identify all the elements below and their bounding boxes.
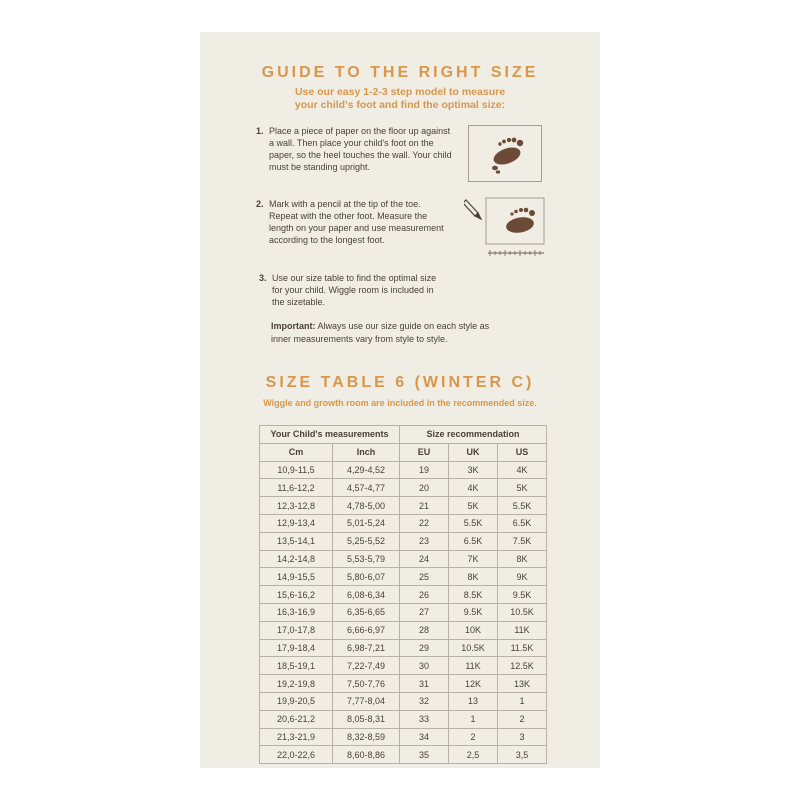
column-header-inch: Inch [333, 443, 400, 461]
cell-inch: 8,32-8,59 [333, 728, 400, 746]
cell-eu: 33 [400, 710, 449, 728]
table-row [260, 728, 547, 746]
cell-cm: 18,5-19,1 [260, 657, 333, 675]
table-row [260, 550, 547, 568]
cell-us: 10.5K [498, 603, 547, 621]
cell-us: 3,5 [498, 746, 547, 764]
cell-inch: 4,78-5,00 [333, 497, 400, 515]
cell-uk: 6.5K [449, 532, 498, 550]
table-row [260, 479, 547, 497]
cell-inch: 7,50-7,76 [333, 675, 400, 693]
cell-eu: 35 [400, 746, 449, 764]
step-1-line: a wall. Then place your child's foot on the [269, 138, 434, 148]
cell-uk: 8K [449, 568, 498, 586]
cell-eu: 32 [400, 692, 449, 710]
table-row [260, 532, 547, 550]
cell-eu: 21 [400, 497, 449, 515]
cell-us: 2 [498, 710, 547, 728]
cell-inch: 7,77-8,04 [333, 692, 400, 710]
guide-title: GUIDE TO THE RIGHT SIZE [261, 64, 539, 81]
step-1-line: paper, so the heel touches the wall. Your child [269, 150, 452, 160]
step-3-line: Use our size table to find the optimal size [272, 273, 437, 283]
column-header-uk: UK [449, 443, 498, 461]
table-row [260, 586, 547, 604]
cell-cm: 13,5-14,1 [260, 532, 333, 550]
cell-inch: 8,60-8,86 [333, 746, 400, 764]
cell-us: 11.5K [498, 639, 547, 657]
cell-cm: 12,3-12,8 [260, 497, 333, 515]
step-3-number: 3. [259, 273, 267, 283]
step-2-line: Mark with a pencil at the tip of the toe. [269, 199, 421, 209]
cell-cm: 22,0-22,6 [260, 746, 333, 764]
cell-inch: 7,22-7,49 [333, 657, 400, 675]
cell-uk: 2 [449, 728, 498, 746]
cell-eu: 19 [400, 461, 449, 479]
cell-us: 9K [498, 568, 547, 586]
cell-eu: 23 [400, 532, 449, 550]
cell-cm: 12,9-13,4 [260, 514, 333, 532]
cell-uk: 4K [449, 479, 498, 497]
cell-us: 8K [498, 550, 547, 568]
size-table [259, 425, 547, 764]
column-header-cm: Cm [260, 443, 333, 461]
table-column-header-row [260, 443, 547, 461]
cell-cm: 14,2-14,8 [260, 550, 333, 568]
cell-us: 5K [498, 479, 547, 497]
cell-uk: 10.5K [449, 639, 498, 657]
cell-uk: 10K [449, 621, 498, 639]
cell-eu: 22 [400, 514, 449, 532]
cell-uk: 2,5 [449, 746, 498, 764]
cell-cm: 17,0-17,8 [260, 621, 333, 639]
table-row [260, 746, 547, 764]
step-2-number: 2. [256, 199, 264, 209]
important-label: Important: [271, 321, 316, 331]
cell-us: 4K [498, 461, 547, 479]
cell-inch: 4,57-4,77 [333, 479, 400, 497]
cell-inch: 6,35-6,65 [333, 603, 400, 621]
guide-subtitle-line2: your child's foot and find the optimal size: [294, 99, 506, 111]
important-note [271, 320, 501, 345]
cell-eu: 27 [400, 603, 449, 621]
cell-cm: 11,6-12,2 [260, 479, 333, 497]
cell-inch: 5,01-5,24 [333, 514, 400, 532]
cell-cm: 19,9-20,5 [260, 692, 333, 710]
cell-uk: 5.5K [449, 514, 498, 532]
cell-cm: 10,9-11,5 [260, 461, 333, 479]
cell-uk: 9.5K [449, 603, 498, 621]
cell-eu: 31 [400, 675, 449, 693]
cell-inch: 6,66-6,97 [333, 621, 400, 639]
important-text: Always use our size guide on each style as inner measurements vary from style to style. [271, 321, 490, 344]
cell-cm: 15,6-16,2 [260, 586, 333, 604]
cell-inch: 5,53-5,79 [333, 550, 400, 568]
cell-uk: 5K [449, 497, 498, 515]
guide-subtitle-line1: Use our easy 1-2-3 step model to measure [294, 86, 506, 98]
cell-us: 7.5K [498, 532, 547, 550]
table-subtitle: Wiggle and growth room are included in the recommended size. [263, 398, 537, 408]
cell-uk: 8.5K [449, 586, 498, 604]
cell-us: 11K [498, 621, 547, 639]
column-header-eu: EU [400, 443, 449, 461]
cell-cm: 17,9-18,4 [260, 639, 333, 657]
table-row [260, 514, 547, 532]
cell-us: 13K [498, 675, 547, 693]
step-1-number: 1. [256, 126, 264, 136]
cell-inch: 5,80-6,07 [333, 568, 400, 586]
group-header-size-recommendation: Size recommendation [400, 426, 547, 444]
column-header-us: US [498, 443, 547, 461]
cell-uk: 13 [449, 692, 498, 710]
step-1-line: must be standing upright. [269, 162, 371, 172]
cell-eu: 20 [400, 479, 449, 497]
footprint-icon [468, 125, 542, 182]
cell-inch: 6,08-6,34 [333, 586, 400, 604]
step-3-line: the sizetable. [272, 297, 326, 307]
table-row [260, 621, 547, 639]
cell-eu: 24 [400, 550, 449, 568]
cell-uk: 1 [449, 710, 498, 728]
table-row [260, 710, 547, 728]
cell-us: 5.5K [498, 497, 547, 515]
table-row [260, 639, 547, 657]
cell-us: 3 [498, 728, 547, 746]
cell-eu: 26 [400, 586, 449, 604]
step-2-line: length on your paper and use measurement [269, 223, 444, 233]
cell-cm: 20,6-21,2 [260, 710, 333, 728]
group-header-measurements: Your Child's measurements [260, 426, 400, 444]
cell-us: 12.5K [498, 657, 547, 675]
size-guide-card [200, 32, 600, 768]
cell-uk: 3K [449, 461, 498, 479]
table-group-header-row [260, 426, 547, 444]
cell-eu: 30 [400, 657, 449, 675]
cell-cm: 16,3-16,9 [260, 603, 333, 621]
table-title: SIZE TABLE 6 (WINTER C) [265, 374, 535, 391]
cell-us: 9.5K [498, 586, 547, 604]
cell-us: 6.5K [498, 514, 547, 532]
cell-eu: 28 [400, 621, 449, 639]
table-row [260, 497, 547, 515]
step-3-line: for your child. Wiggle room is included in [272, 285, 434, 295]
cell-cm: 21,3-21,9 [260, 728, 333, 746]
cell-inch: 4,29-4,52 [333, 461, 400, 479]
cell-uk: 7K [449, 550, 498, 568]
cell-cm: 14,9-15,5 [260, 568, 333, 586]
step-2-line: Repeat with the other foot. Measure the [269, 211, 428, 221]
cell-us: 1 [498, 692, 547, 710]
table-row [260, 568, 547, 586]
step-2-line: according to the longest foot. [269, 235, 385, 245]
cell-inch: 6,98-7,21 [333, 639, 400, 657]
table-row [260, 675, 547, 693]
cell-uk: 12K [449, 675, 498, 693]
cell-eu: 25 [400, 568, 449, 586]
cell-inch: 8,05-8,31 [333, 710, 400, 728]
cell-eu: 34 [400, 728, 449, 746]
cell-eu: 29 [400, 639, 449, 657]
pencil-footprint-ruler-icon [488, 198, 540, 260]
cell-cm: 19,2-19,8 [260, 675, 333, 693]
step-1-line: Place a piece of paper on the floor up against [269, 126, 451, 136]
cell-inch: 5,25-5,52 [333, 532, 400, 550]
cell-uk: 11K [449, 657, 498, 675]
table-row [260, 657, 547, 675]
table-row [260, 692, 547, 710]
table-row [260, 603, 547, 621]
table-row [260, 461, 547, 479]
